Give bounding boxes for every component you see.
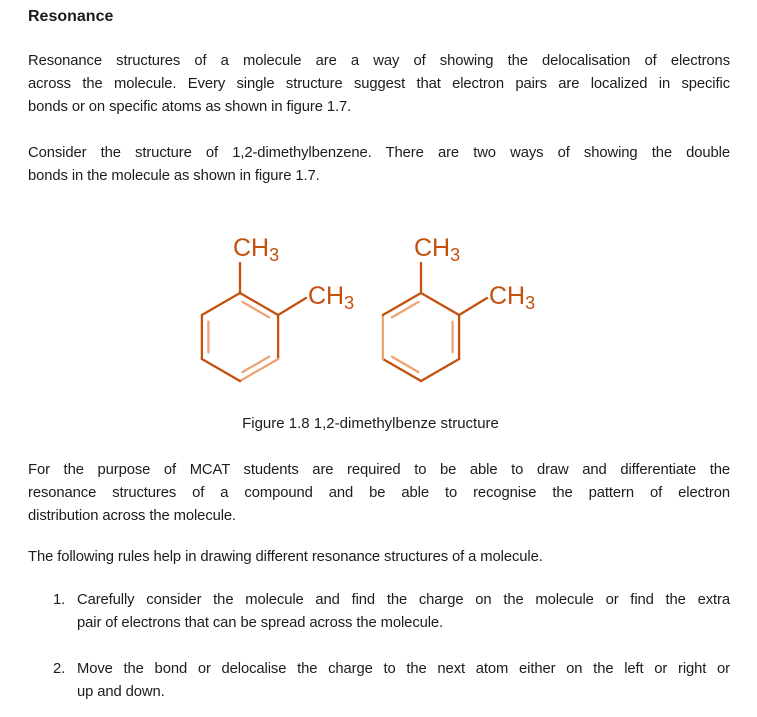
text-line: across the molecule. Every single structure suggest that electron pairs are localized in specific <box>28 76 730 92</box>
bond <box>202 359 240 381</box>
methyl-group-label: $CH_3$ <box>233 234 280 265</box>
text-line: pair of electrons that can be spread across the molecule. <box>77 615 444 631</box>
text-line: The following rules help in drawing different resonance structures of a molecule. <box>28 549 543 565</box>
paragraph-rules-intro <box>28 546 730 569</box>
text-line: bonds in the molecule as shown in figure 1.7. <box>28 168 320 184</box>
bond <box>240 359 278 381</box>
text-line: For the purpose of MCAT students are required to be able to draw and differentiate the <box>28 462 730 478</box>
methyl-group-label: $CH_3$ <box>489 282 536 313</box>
rule-item-2 <box>53 658 730 704</box>
rule-number-2: 2. <box>53 661 66 677</box>
text-line: Consider the structure of 1,2-dimethylbenzene. There are two ways of showing the double <box>28 145 730 161</box>
rule-number-1: 1. <box>53 592 66 608</box>
bond <box>242 302 269 317</box>
bond <box>421 293 459 315</box>
paragraph-mcat-purpose <box>28 459 730 528</box>
bond <box>240 293 278 315</box>
text-line: resonance structures of a compound and be able to recognise the pattern of electron <box>28 485 730 501</box>
text-line: bonds or on specific atoms as shown in figure 1.7. <box>28 99 352 115</box>
text-line: up and down. <box>77 684 165 700</box>
methyl-group-label: $CH_3$ <box>414 234 461 265</box>
bond <box>278 298 306 315</box>
bond <box>242 357 269 372</box>
rule-text-2 <box>77 658 730 704</box>
bond <box>392 302 419 317</box>
figure-caption: Figure 1.8 1,2-dimethylbenze structure <box>242 415 499 432</box>
methyl-group-label: $CH_3$ <box>308 282 355 313</box>
text-line: Carefully consider the molecule and find the charge on the molecule or find the extra <box>77 592 730 608</box>
bond <box>383 293 421 315</box>
bond <box>421 359 459 381</box>
rule-item-1 <box>53 589 730 635</box>
bond <box>392 357 419 372</box>
text-line: Move the bond or delocalise the charge to the next atom either on the left or right or <box>77 661 730 677</box>
paragraph-resonance-intro <box>28 50 730 119</box>
section-title: Resonance <box>28 8 114 25</box>
text-line: distribution across the molecule. <box>28 508 237 524</box>
paragraph-consider-structure <box>28 142 730 188</box>
bond <box>459 298 487 315</box>
kekule-structure-left <box>202 234 354 381</box>
kekule-structure-right <box>383 234 535 381</box>
text-line: Resonance structures of a molecule are a way of showing the delocalisation of electrons <box>28 53 730 69</box>
rule-text-1 <box>77 589 730 635</box>
bond <box>383 359 421 381</box>
bond <box>202 293 240 315</box>
